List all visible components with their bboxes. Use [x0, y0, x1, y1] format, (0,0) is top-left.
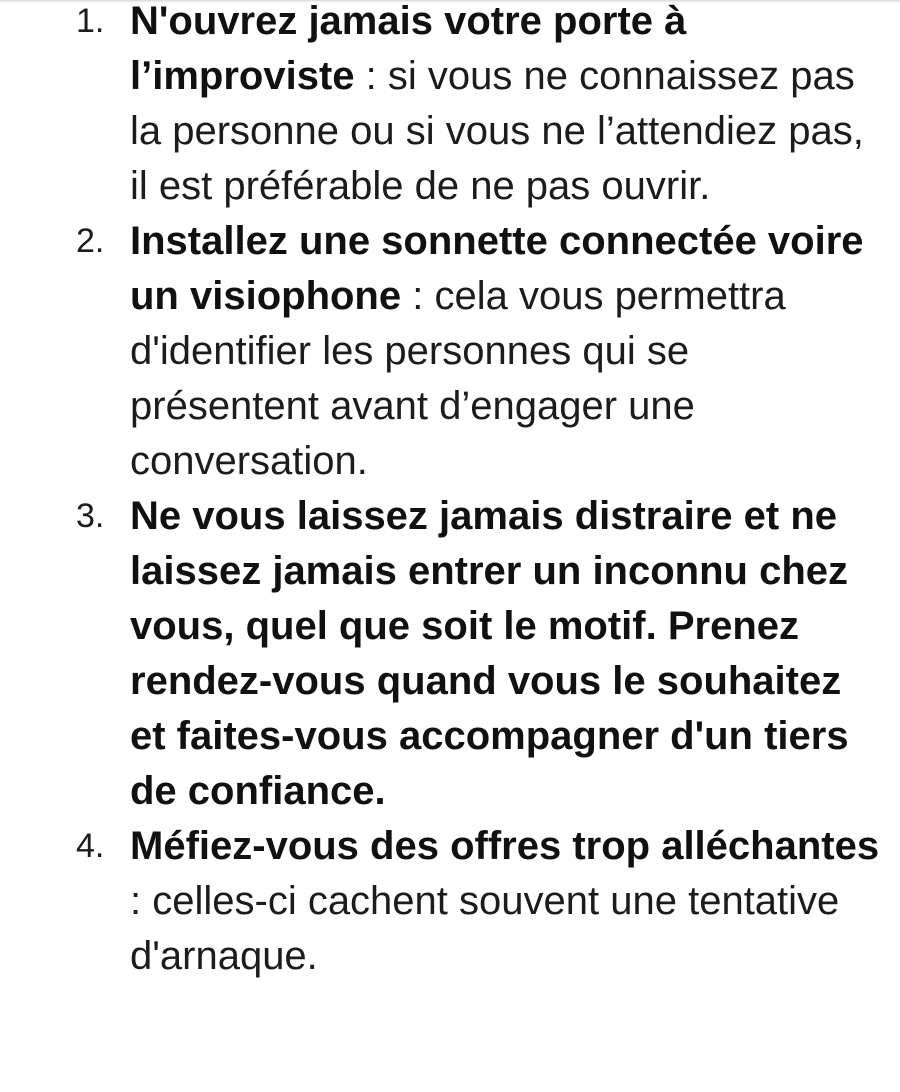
list-item-text — [130, 819, 880, 984]
list-item-text — [130, 489, 880, 819]
list-item-1 — [0, 0, 900, 214]
list-item-body-text: : cela vous permettra d'identifier les personnes qui se présentent avant d’engager une conversation. — [130, 274, 786, 483]
list-item-bold-text: Méfiez-vous des offres trop alléchantes — [130, 824, 880, 868]
list-item-bold-text: Installez une sonnette connectée voire un visiophone — [130, 219, 864, 318]
list-item-text — [130, 0, 880, 214]
list-item-3 — [0, 489, 900, 819]
list-item-body-text: : celles-ci cachent souvent une tentative d'arnaque. — [130, 879, 840, 978]
list-number: 1. — [76, 2, 105, 40]
list-item-4 — [0, 819, 900, 984]
list-item-body-text: : si vous ne connaissez pas la personne ou si vous ne l’attendiez pas, il est préférable de ne pas ouvrir. — [130, 54, 864, 208]
list-item-bold-text: Ne vous laissez jamais distraire et ne laissez jamais entrer un inconnu chez vous, quel que soit le motif. Prenez rendez-vous quand vous le souhaitez et faites-vous accompagner d'un tiers de confiance. — [130, 494, 849, 813]
list-number: 2. — [76, 222, 105, 260]
list-item-bold-text: N'ouvrez jamais votre porte à l’improviste — [130, 0, 687, 98]
list-item-2 — [0, 214, 900, 489]
list-number: 4. — [76, 827, 105, 865]
list-item-text — [130, 214, 880, 489]
list-number: 3. — [76, 497, 105, 535]
